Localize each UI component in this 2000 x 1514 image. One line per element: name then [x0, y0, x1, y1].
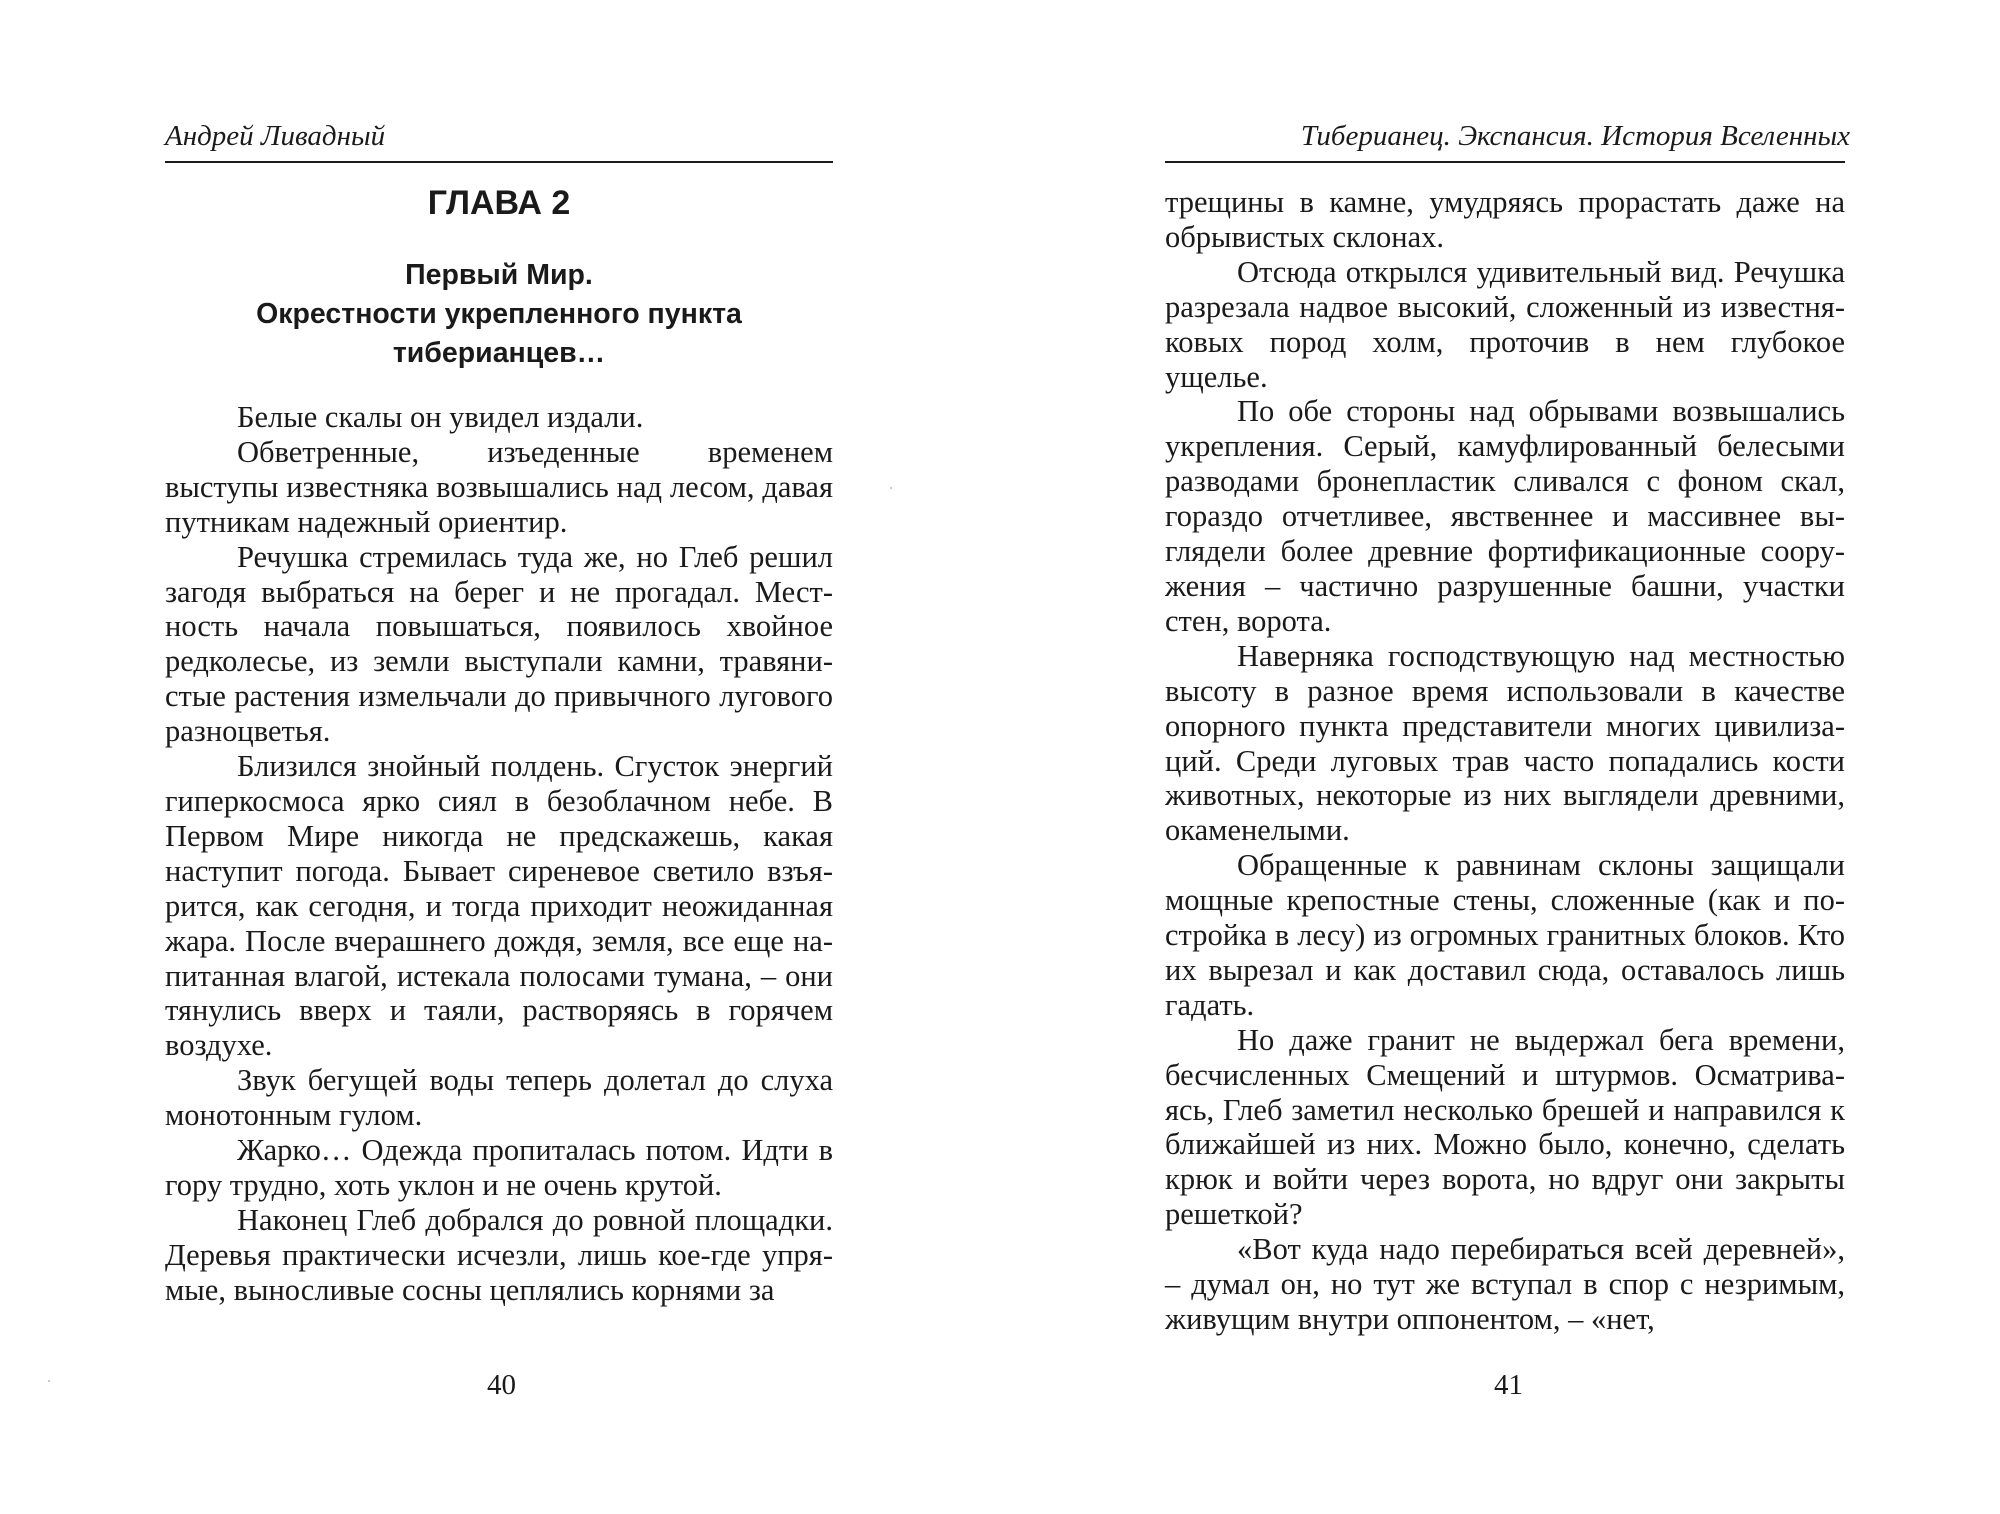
- paragraph: «Вот куда надо перебираться всей деревней», – думал он, но тут же вступал в спор с незримым, живущим внутри оппонентом, – «нет,: [1165, 1232, 1845, 1336]
- chapter-subtitle-line: Окрестности укрепленного пункта: [256, 298, 742, 330]
- body-text: [1165, 185, 1845, 1337]
- paragraph: Белые скалы он увидел издали.: [237, 400, 644, 434]
- header-rule: [1165, 161, 1845, 163]
- paragraph: По обе стороны над обрывами возвышались укрепления. Серый, камуфлированный белесыми разводами бронепластик сливался с фоном скал, гораздо отчетливее, явственнее и массивнее выглядели более древние фортификационные сооружения – частично разрушенные башни, участки стен, ворота.: [1165, 394, 1845, 638]
- page-number: 40: [487, 1369, 516, 1401]
- paragraph: Речушка стремилась туда же, но Глеб решил загодя выбраться на берег и не прогадал. Местность начала повышаться, появилось хвойное редколесье, из земли выступали камни, травянистые растения измельчали до привычного лугового разноцветья.: [165, 539, 833, 749]
- paragraph: Наконец Глеб добрался до ровной площадки. Деревья практически исчезли, лишь кое-где упрямые, выносливые сосны цеплялись корнями за: [165, 1202, 833, 1307]
- chapter-subtitle: [165, 256, 833, 373]
- paragraph: Но даже гранит не выдержал бега времени, бесчисленных Смещений и штурмов. Осматриваясь, Глеб заметил несколько брешей и направился к ближайшей из них. Можно было, конечно, сделать крюк и войти через ворота, но вдруг они закрыты решеткой?: [1165, 1022, 1845, 1232]
- chapter-title: ГЛАВА 2: [427, 184, 571, 222]
- body-text: [165, 400, 833, 1308]
- right-page: [1000, 0, 2000, 1514]
- paragraph: Звук бегущей воды теперь долетал до слуха монотонным гулом.: [165, 1063, 833, 1133]
- running-head-title: Тиберианец. Экспансия. История Вселенных: [1300, 120, 1850, 152]
- paper-speck: [890, 487, 892, 489]
- paragraph: Жарко… Одежда пропиталась потом. Идти в гору трудно, хоть уклон и не очень крутой.: [165, 1133, 833, 1202]
- chapter-subtitle-line: тиберианцев…: [392, 337, 606, 369]
- paragraph: Обращенные к равнинам склоны защищали мощные крепостные стены, сложенные (как и постройка в лесу) из огромных гранитных блоков. Кто их вырезал и как доставил сюда, оставалось лишь гадать.: [1165, 848, 1845, 1022]
- paragraph: Близился знойный полдень. Сгусток энергий гиперкосмоса ярко сиял в безоблачном небе. В Первом Мире никогда не предскажешь, какая наступит погода. Бывает сиреневое светило взъярится, как сегодня, и тогда приходит неожиданная жара. После вчерашнего дождя, земля, все еще напитанная влагой, истекала полосами тумана, – они тянулись вверх и таяли, растворяясь в горячем воздухе.: [165, 749, 833, 1063]
- chapter-subtitle-line: Первый Мир.: [405, 259, 593, 291]
- page-number: 41: [1494, 1369, 1523, 1401]
- paragraph-continued: трещины в камне, умудряясь прорастать даже на обрывистых склонах.: [1165, 185, 1845, 254]
- header-rule: [165, 161, 833, 163]
- paragraph: Наверняка господствующую над местностью высоту в разное время использовали в качестве опорного пункта представители многих цивилизаций. Среди луговых трав часто попадались кости животных, некоторые из них выглядели древними, окаменелыми.: [1165, 638, 1845, 848]
- paper-speck: [48, 1380, 50, 1382]
- running-head-author: Андрей Ливадный: [165, 120, 386, 152]
- paragraph: Обветренные, изъеденные временем выступы известняка возвышались над лесом, давая путникам надежный ориентир.: [165, 434, 833, 539]
- paragraph: Отсюда открылся удивительный вид. Речушка разрезала надвое высокий, сложенный из известняковых пород холм, проточив в нем глубокое ущелье.: [1165, 254, 1845, 394]
